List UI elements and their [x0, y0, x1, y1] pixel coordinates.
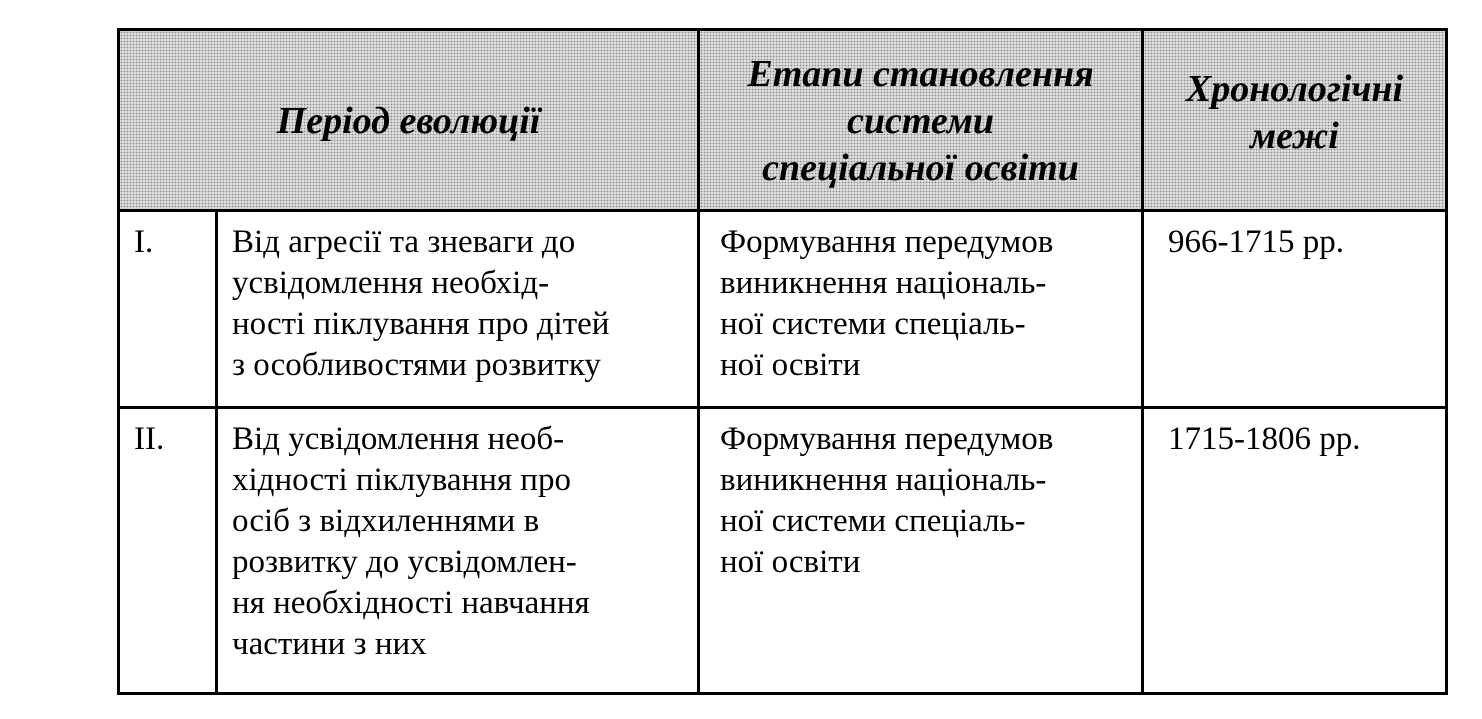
header-chronology-cell: [1144, 31, 1445, 212]
column-divider: [697, 31, 700, 692]
header-chronology: Хронологічні межі: [1185, 67, 1404, 157]
table-row: [120, 212, 1445, 406]
row-number: II.: [134, 421, 165, 457]
column-divider: [215, 212, 218, 692]
header-divider: [120, 209, 1445, 212]
header-period: Період еволюції: [276, 100, 541, 142]
row-period: Від усвідомлення необ- хідності піклування про осіб з відхиленнями в розвитку до усвідомлен- ня необхідності навчання частини з них: [232, 421, 590, 662]
row-number: I.: [134, 224, 154, 260]
header-stages: Етапи становлення системи спеціальної освіти: [747, 53, 1094, 189]
row-stage: Формування передумов виникнення національ- ної системи спеціаль- ної освіти: [720, 224, 1054, 383]
header-period-cell: [120, 31, 697, 212]
row-divider: [120, 406, 1445, 409]
row-period: Від агресії та зневаги до усвідомлення необхід- ності піклування про дітей з особливостями розвитку: [232, 224, 610, 383]
row-stage: Формування передумов виникнення національ- ної системи спеціаль- ної освіти: [720, 421, 1054, 580]
column-divider: [1141, 31, 1144, 692]
row-years: 966-1715 рр.: [1168, 224, 1344, 260]
table-row: [120, 409, 1445, 692]
row-years: 1715-1806 рр.: [1168, 421, 1361, 457]
header-stages-cell: [700, 31, 1141, 212]
evolution-table: [117, 28, 1448, 695]
